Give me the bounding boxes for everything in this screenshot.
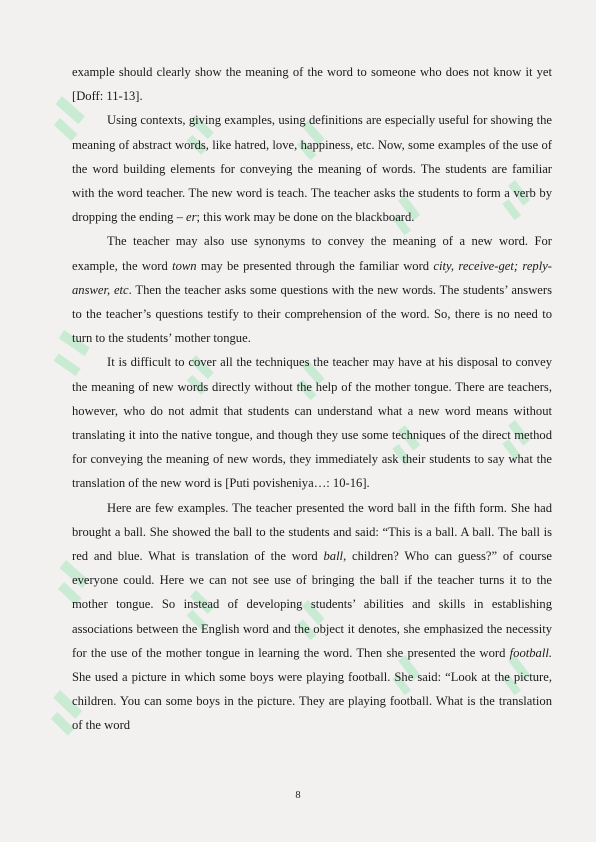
body-paragraph (72, 496, 552, 738)
text-run: ; this work may be done on the blackboard. (196, 210, 415, 225)
body-paragraph (72, 60, 552, 108)
text-run: Using contexts, giving examples, using definitions are especially useful for showing the meaning of abstract words, like hatred, love, happiness, etc. Now, some examples of the use of the word building elements for conveying the meaning of words. The students are familiar with the word teacher. The new word is teach. The teacher asks the students to form a verb by dropping the ending – (72, 113, 552, 225)
text-run: may be presented through the familiar word (196, 258, 434, 273)
italic-text-run: town (172, 258, 197, 273)
italic-text-run: er (186, 210, 197, 225)
text-run: The teacher may also use synonyms to convey the meaning of a new word. For example, the word (72, 234, 552, 273)
body-paragraph (72, 229, 552, 350)
body-paragraph (72, 350, 552, 495)
body-paragraph (72, 108, 552, 229)
text-run: . Then the teacher asks some questions with the new words. The students’ answers to the teacher’s questions testify to their comprehension of the word. So, there is no need to turn to the students’ mother tongue. (72, 282, 552, 346)
text-run: , children? Who can guess?” of course everyone could. Here we can not see use of bringing the ball if the teacher turns it to the mother tongue. So instead of developing students’ abilities and skills in establishing associations between the English word and the object it denotes, she emphasized the necessity for the use of the mother tongue in learning the word. Then she presented the word (72, 549, 552, 660)
page-body (72, 60, 552, 738)
text-run: She used a picture in which some boys were playing football. She said: “Look at the picture, children. You can some boys in the picture. They are playing football. What is the translation of the word (72, 670, 552, 733)
text-run: example should clearly show the meaning of the word to someone who does not know it yet [Doff: 11-13]. (72, 65, 552, 104)
text-run: Here are few examples. The teacher presented the word ball in the fifth form. She had brought a ball. She showed the ball to the students and said: “This is a ball. A ball. The ball is red and blue. What is translation of the word (72, 500, 552, 564)
italic-text-run: city, receive-get; reply-answer, etc (72, 258, 552, 297)
text-run: It is difficult to cover all the techniques the teacher may have at his disposal to convey the meaning of new words directly without the help of the mother tongue. There are teachers, however, who do not admit that students can understand what a new word means without translating it into the native tongue, and though they use some techniques of the direct method for conveying the meaning of new words, they immediately ask their students to say what the translation of the new word is [Puti povisheniya…: 10-16]. (72, 355, 552, 491)
page-number: 8 (295, 790, 301, 801)
italic-text-run: ball (323, 549, 344, 564)
italic-text-run: football. (509, 645, 552, 660)
